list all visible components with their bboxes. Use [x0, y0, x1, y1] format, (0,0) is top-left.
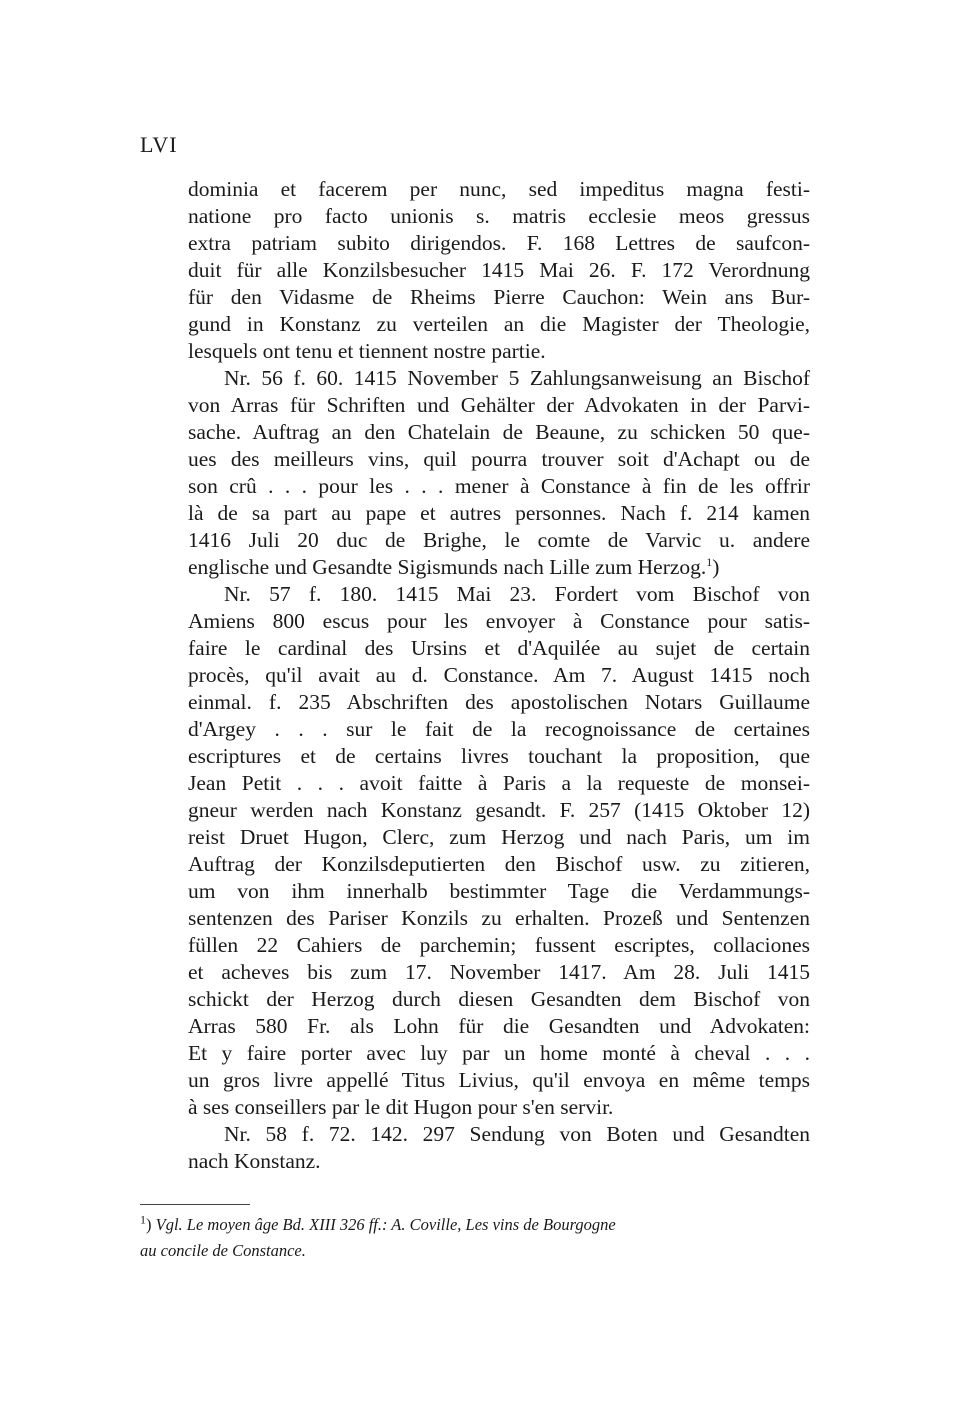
text-line: faire le cardinal des Ursins et d'Aquilée au sujet de certain [188, 636, 810, 660]
text-line: sache. Auftrag an den Chatelain de Beaune, zu schicken 50 que- [188, 420, 810, 444]
footnote-line: au concile de Constance. [140, 1241, 306, 1260]
text-line: von Arras für Schriften und Gehälter der Advokaten in der Parvi- [188, 393, 810, 417]
text-line: gneur werden nach Konstanz gesandt. F. 257 (1415 Oktober 12) [188, 798, 810, 822]
text-line: à ses conseillers par le dit Hugon pour s'en servir. [188, 1095, 614, 1119]
text-line: et acheves bis zum 17. November 1417. Am 28. Juli 1415 [188, 960, 810, 984]
text-line: englische und Gesandte Sigismunds nach Lille zum Herzog.$^1$) [188, 554, 720, 579]
text-line: Et y faire porter avec luy par un home monté à cheval . . . [188, 1041, 810, 1065]
text-line: sentenzen des Pariser Konzils zu erhalten. Prozeß und Sentenzen [188, 906, 810, 930]
text-line: gund in Konstanz zu verteilen an die Magister der Theologie, [188, 312, 810, 336]
footnote-marker: 1 [140, 1212, 146, 1227]
text-line: einmal. f. 235 Abschriften des apostolischen Notars Guillaume [188, 690, 810, 714]
text-line: ues des meilleurs vins, quil pourra trouver soit d'Achapt ou de [188, 447, 810, 471]
text-line: nach Konstanz. [188, 1149, 321, 1173]
text-line: schickt der Herzog durch diesen Gesandten dem Bischof von [188, 987, 810, 1011]
text-line-body: englische und Gesandte Sigismunds nach Lille zum Herzog. [188, 555, 707, 579]
text-line: escriptures et de certains livres touchant la proposition, que [188, 744, 810, 768]
text-line: extra patriam subito dirigendos. F. 168 Lettres de saufcon- [188, 231, 810, 255]
text-line: Nr. 57 f. 180. 1415 Mai 23. Fordert vom Bischof von [224, 582, 810, 606]
text-line: Auftrag der Konzilsdeputierten den Bischof usw. zu zitieren, [188, 852, 810, 876]
text-line: Amiens 800 escus pour les envoyer à Constance pour satis- [188, 609, 810, 633]
text-line: reist Druet Hugon, Clerc, zum Herzog und nach Paris, um im [188, 825, 810, 849]
text-line: Jean Petit . . . avoit faitte à Paris a la requeste de monsei- [188, 771, 810, 795]
text-line: un gros livre appellé Titus Livius, qu'il envoya en même temps [188, 1068, 810, 1092]
footnote-ref: 1 [706, 554, 713, 569]
page-number: LVI [140, 132, 178, 157]
footnote-divider [140, 1204, 250, 1205]
footnote [140, 1212, 812, 1264]
footnote-text: Vgl. Le moyen âge Bd. XIII 326 ff.: A. Coville, Les vins de Bourgogne [155, 1215, 616, 1234]
text-line: procès, qu'il avait au d. Constance. Am 7. August 1415 noch [188, 663, 810, 687]
text-line: duit für alle Konzilsbesucher 1415 Mai 26. F. 172 Verordnung [188, 258, 810, 282]
main-text [188, 176, 810, 1175]
text-line: d'Argey . . . sur le fait de la recognoissance de certaines [188, 717, 810, 741]
text-line: Nr. 56 f. 60. 1415 November 5 Zahlungsanweisung an Bischof [224, 366, 810, 390]
text-line: um von ihm innerhalb bestimmter Tage die Verdammungs- [188, 879, 810, 903]
text-line: dominia et facerem per nunc, sed impeditus magna festi- [188, 177, 810, 201]
text-line: füllen 22 Cahiers de parchemin; fussent escriptes, collaciones [188, 933, 810, 957]
text-line: là de sa part au pape et autres personnes. Nach f. 214 kamen [188, 501, 810, 525]
text-line: lesquels ont tenu et tiennent nostre partie. [188, 339, 546, 363]
text-line: natione pro facto unionis s. matris ecclesie meos gressus [188, 204, 810, 228]
text-line: Arras 580 Fr. als Lohn für die Gesandten und Advokaten: [188, 1014, 810, 1038]
text-line: für den Vidasme de Rheims Pierre Cauchon: Wein ans Bur- [188, 285, 810, 309]
text-line: 1416 Juli 20 duc de Brighe, le comte de Varvic u. andere [188, 528, 810, 552]
text-line: Nr. 58 f. 72. 142. 297 Sendung von Boten und Gesandten [224, 1122, 810, 1146]
text-line: son crû . . . pour les . . . mener à Constance à fin de les offrir [188, 474, 810, 498]
footnote-line: $^1$) Vgl. Le moyen âge Bd. XIII 326 ff.: A. Coville, Les vins de Bourgogne [140, 1212, 616, 1234]
